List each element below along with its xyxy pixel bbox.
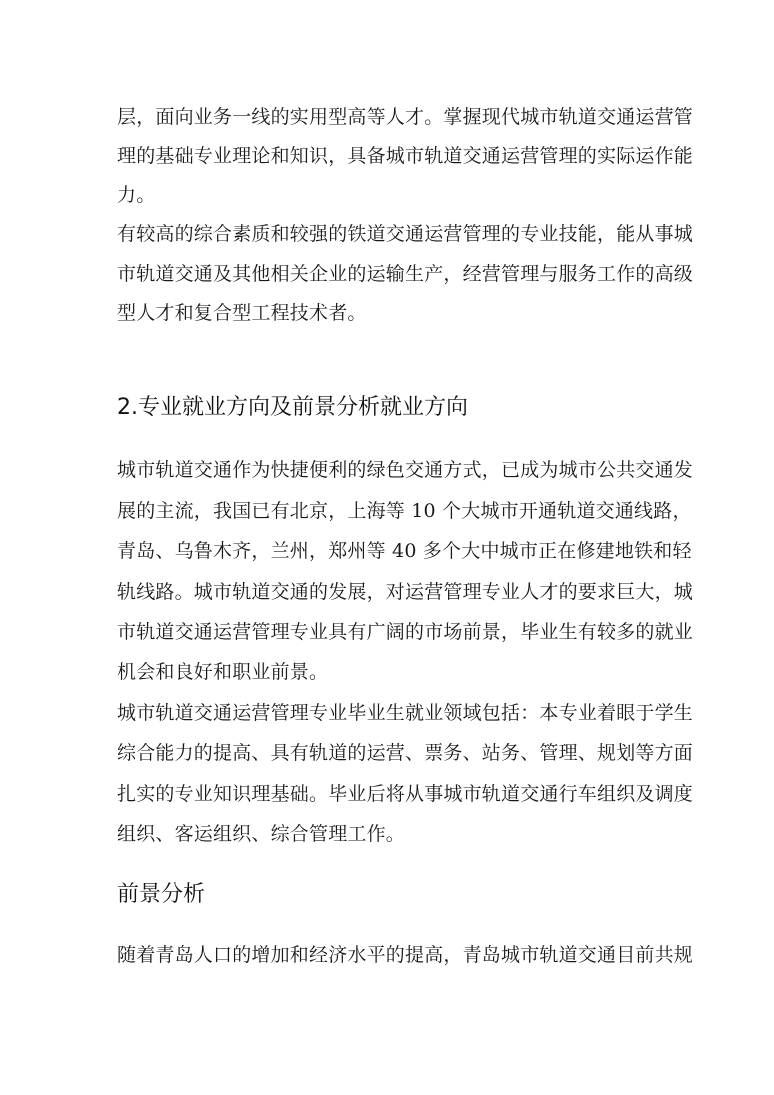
intro-line-4: 有较高的综合素质和较强的铁道交通运营管理的专业技能，能从事城 bbox=[117, 223, 694, 245]
employment-para2-line-3: 扎实的专业知识理基础。毕业后将从事城市轨道交通行车组织及调度 bbox=[117, 783, 694, 805]
employment-para1-line-2: 展的主流，我国已有北京，上海等 10 个大城市开通轨道交通线路， bbox=[117, 500, 692, 522]
employment-para1-line-4: 轨线路。城市轨道交通的发展，对运营管理专业人才的要求巨大，城 bbox=[117, 581, 694, 603]
employment-para1-line-1: 城市轨道交通作为快捷便利的绿色交通方式，已成为城市公共交通发 bbox=[117, 459, 694, 481]
intro-line-5: 市轨道交通及其他相关企业的运输生产，经营管理与服务工作的高级 bbox=[117, 263, 694, 285]
employment-para2-line-1: 城市轨道交通运营管理专业毕业生就业领域包括：本专业着眼于学生 bbox=[117, 702, 694, 724]
intro-line-2: 理的基础专业理论和知识，具备城市轨道交通运营管理的实际运作能 bbox=[117, 145, 694, 167]
employment-para1-line-3: 青岛、乌鲁木齐，兰州，郑州等 40 多个大中城市正在修建地铁和轻 bbox=[117, 540, 692, 562]
section-heading-prospect: 前景分析 bbox=[117, 882, 206, 907]
employment-para1-line-5: 市轨道交通运营管理专业具有广阔的市场前景，毕业生有较多的就业 bbox=[117, 621, 694, 643]
prospect-line-1: 随着青岛人口的增加和经济水平的提高，青岛城市轨道交通目前共规 bbox=[117, 944, 694, 966]
intro-line-6: 型人才和复合型工程技术者。 bbox=[117, 302, 367, 324]
section-heading-employment: 2.专业就业方向及前景分析就业方向 bbox=[117, 395, 468, 420]
employment-para1-line-6: 机会和良好和职业前景。 bbox=[117, 661, 329, 683]
employment-para2-line-2: 综合能力的提高、具有轨道的运营、票务、站务、管理、规划等方面 bbox=[117, 742, 694, 764]
intro-line-3: 力。 bbox=[117, 184, 156, 206]
intro-line-1: 层，面向业务一线的实用型高等人才。掌握现代城市轨道交通运营管 bbox=[117, 106, 694, 128]
employment-para2-line-4: 组织、客运组织、综合管理工作。 bbox=[117, 823, 406, 845]
